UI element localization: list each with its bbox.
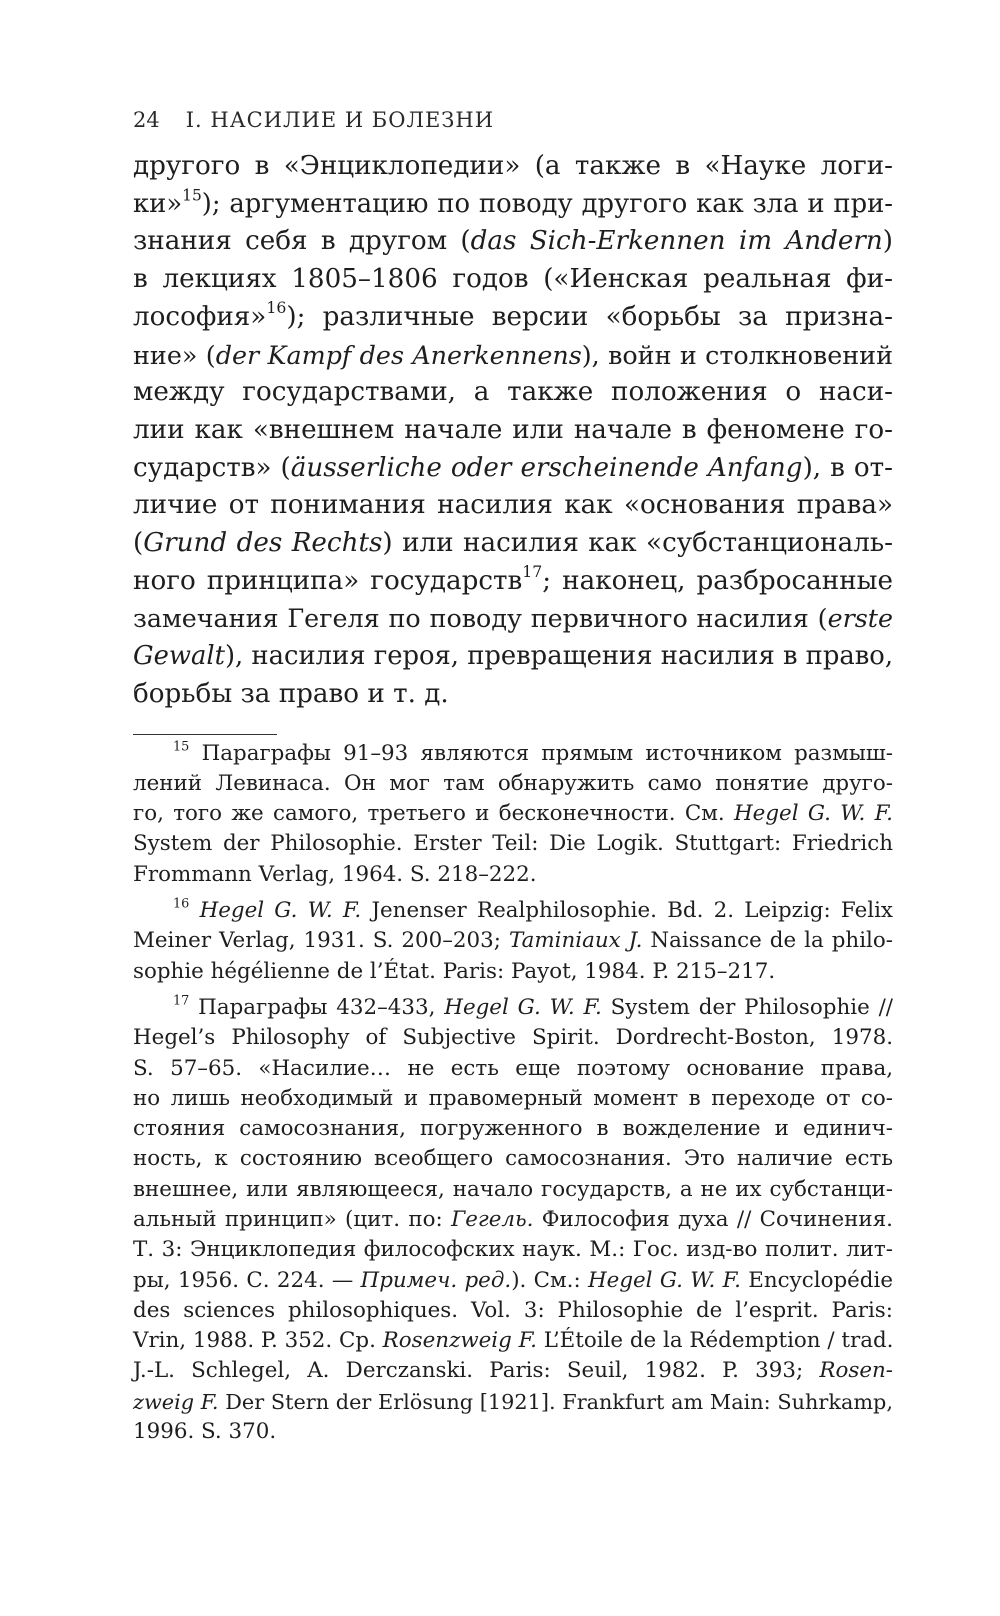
footnote-line: S. 57–65. «Насилие… не есть еще поэтому основание права, xyxy=(133,1055,893,1081)
footnote-line: лений Левинаса. Он мог там обнаружить само понятие друго- xyxy=(133,770,893,796)
body-line: ние» (der Kampf des Anerkennens), войн и столкновений xyxy=(133,339,894,370)
footnote-line: но лишь необходимый и правомерный момент в переходе от со- xyxy=(133,1085,893,1111)
footnote-number: 15 xyxy=(173,738,190,754)
footnote-divider xyxy=(133,734,277,735)
footnote-ref-15: 15 xyxy=(182,186,202,205)
footnote-number: 17 xyxy=(173,993,190,1009)
body-line: личие от понимания насилия как «основания права» xyxy=(133,490,893,521)
footnote-line: des sciences philosophiques. Vol. 3: Philosophie de l’esprit. Paris: xyxy=(133,1297,893,1323)
body-line: знания себя в другом (das Sich-Erkennen im Andern) xyxy=(133,226,894,257)
body-line: сударств» (äusserliche oder erscheinende Anfang), в от- xyxy=(133,452,893,483)
footnote-line: $^{17}$ Параграфы 432–433, Hegel G. W. F. System der Philosophie // xyxy=(173,993,893,1020)
body-line: замечания Гегеля по поводу первичного насилия (erste xyxy=(133,603,893,634)
footnote-number: 16 xyxy=(173,896,190,912)
footnote-line: System der Philosophie. Erster Teil: Die Logik. Stuttgart: Friedrich xyxy=(133,831,893,857)
body-line: лософия»$^{16}$); различные версии «борьбы за призна- xyxy=(133,298,893,332)
footnote-line: го, того же самого, третьего и бесконечности. См. Hegel G. W. F. xyxy=(133,801,893,827)
footnote-15 xyxy=(133,739,893,890)
footnote-line: Meiner Verlag, 1931. S. 200–203; Taminiaux J. Naissance de la philo- xyxy=(133,928,893,954)
book-page xyxy=(133,100,893,1447)
footnote-line: J.-L. Schlegel, A. Derczanski. Paris: Seuil, 1982. P. 393; Rosen- xyxy=(133,1358,893,1384)
footnote-line: sophie hégélienne de l’État. Paris: Payot, 1984. P. 215–217. xyxy=(133,958,776,984)
body-line: (Grund des Rechts) или насилия как «субстанциональ- xyxy=(133,528,893,559)
body-line: борьбы за право и т. д. xyxy=(133,678,449,709)
footnote-ref-16: 16 xyxy=(266,298,287,318)
footnote-ref-17: 17 xyxy=(522,561,543,581)
body-line: другого в «Энциклопедии» (а также в «Науке логи- xyxy=(133,151,893,181)
footnote-16 xyxy=(133,896,893,987)
body-line: ки»$^{15}$); аргументацию по поводу другого как зла и при- xyxy=(133,186,893,219)
footnote-line: Hegel’s Philosophy of Subjective Spirit. Dordrecht-Boston, 1978. xyxy=(133,1025,893,1051)
footnote-line: Т. 3: Энциклопедия философских наук. М.: Гос. изд-во полит. лит- xyxy=(133,1237,893,1263)
footnote-line: ры, 1956. С. 224. — Примеч. ред.). См.: Hegel G. W. F. Encyclopédie xyxy=(133,1267,893,1293)
body-line: в лекциях 1805–1806 годов («Иенская реальная фи- xyxy=(133,264,893,295)
footnote-17 xyxy=(133,993,893,1447)
footnotes xyxy=(133,739,893,1448)
footnote-line: zweig F. Der Stern der Erlösung [1921]. Frankfurt am Main: Suhrkamp, xyxy=(133,1389,893,1414)
footnote-line: стояния самосознания, погруженного в вожделение и единич- xyxy=(133,1116,893,1142)
page-number: 24 xyxy=(133,108,160,132)
body-line: лии как «внешнем начале или начале в феномене го- xyxy=(133,414,893,445)
footnote-line: $^{15}$ Параграфы 91–93 являются прямым источником размыш- xyxy=(173,738,893,766)
footnote-line: 1996. S. 370. xyxy=(133,1419,277,1445)
running-head xyxy=(133,100,893,140)
body-line: ного принципа» государств$^{17}$; наконец, разбросанные xyxy=(133,561,893,596)
main-paragraph xyxy=(133,148,893,714)
body-line: между государствами, а также положения о наси- xyxy=(133,377,893,408)
section-title: I. НАСИЛИЕ И БОЛЕЗНИ xyxy=(185,108,495,132)
footnote-line: $^{16}$ Hegel G. W. F. Jenenser Realphilosophie. Bd. 2. Leipzig: Felix xyxy=(173,896,893,924)
footnote-line: ность, к состоянию всеобщего самосознания. Это наличие есть xyxy=(133,1146,893,1172)
footnote-line: Frommann Verlag, 1964. S. 218–222. xyxy=(133,861,537,887)
body-line: Gewalt), насилия героя, превращения насилия в право, xyxy=(133,641,894,672)
footnote-line: внешнее, или являющееся, начало государств, а не их субстанци- xyxy=(133,1176,893,1202)
footnote-line: Vrin, 1988. P. 352. Ср. Rosenzweig F. L’Étoile de la Rédemption / trad. xyxy=(133,1328,894,1354)
footnote-line: альный принцип» (цит. по: Гегель. Философия духа // Сочинения. xyxy=(133,1207,893,1232)
